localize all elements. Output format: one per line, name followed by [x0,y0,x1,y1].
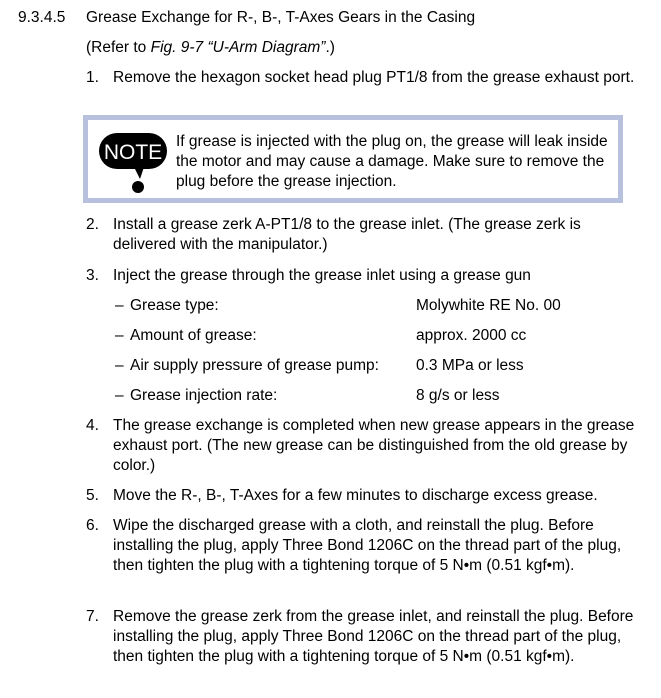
spec-value-grease-type: Molywhite RE No. 00 [416,297,561,314]
step-5-text: Move the R-, B-, T-Axes for a few minutes to discharge excess grease. [113,487,598,504]
spec-value-injection-rate: 8 g/s or less [416,387,500,404]
step-3-text: Inject the grease through the grease inlet using a grease gun [113,267,531,284]
section-number: 9.3.4.5 [18,9,66,26]
step-7-number: 7. [86,608,99,625]
section-title: Grease Exchange for R-, B-, T-Axes Gears in the Casing [86,9,476,26]
spec-value-air-pressure: 0.3 MPa or less [416,357,524,374]
step-5-number: 5. [86,487,99,504]
figure-reference [86,38,335,58]
note-text: If grease is injected with the plug on, the grease will leak inside the motor and may cause a damage. Make sure to remove the plug before the grease injection. [176,133,608,190]
step-4-text: The grease exchange is completed when new grease appears in the grease exhaust port. (The new grease can be distinguished from the old grease by color.) [113,417,635,474]
spec-dash: – [115,327,124,344]
spec-value-amount: approx. 2000 cc [416,327,527,344]
spec-label-air-pressure: Air supply pressure of grease pump: [130,357,379,374]
figure-reference-link: Fig. 9-7 “U-Arm Diagram” [150,39,326,56]
note-bubble-icon [98,131,168,195]
refer-prefix: (Refer to [86,39,151,56]
spec-dash: – [115,297,124,314]
step-3-number: 3. [86,267,99,284]
step-6-number: 6. [86,517,99,534]
step-1-number: 1. [86,69,99,86]
step-1-text: Remove the hexagon socket head plug PT1/8 from the grease exhaust port. [113,69,635,86]
spec-label-grease-type: Grease type: [130,297,219,314]
refer-suffix: .) [325,39,335,56]
spec-dash: – [115,357,124,374]
step-2-number: 2. [86,216,99,233]
step-4-number: 4. [86,417,99,434]
spec-label-injection-rate: Grease injection rate: [130,387,278,404]
note-icon-label: NOTE [103,141,163,164]
spec-label-amount: Amount of grease: [130,327,257,344]
note-box [83,115,623,203]
step-2-text: Install a grease zerk A-PT1/8 to the grease inlet. (The grease zerk is delivered with the manipulator.) [113,216,581,253]
step-7-text: Remove the grease zerk from the grease inlet, and reinstall the plug. Before installing the plug, apply Three Bond 1206C on the thread part of the plug, then tighten the plug with a tightening torque of 5 N•m (0.51 kgf•m). [113,608,634,665]
spec-dash: – [115,387,124,404]
step-6-text: Wipe the discharged grease with a cloth, and reinstall the plug. Before installing the plug, apply Three Bond 1206C on the thread part of the plug, then tighten the plug with a tightening torque of 5 N•m (0.51 kgf•m). [113,517,622,574]
